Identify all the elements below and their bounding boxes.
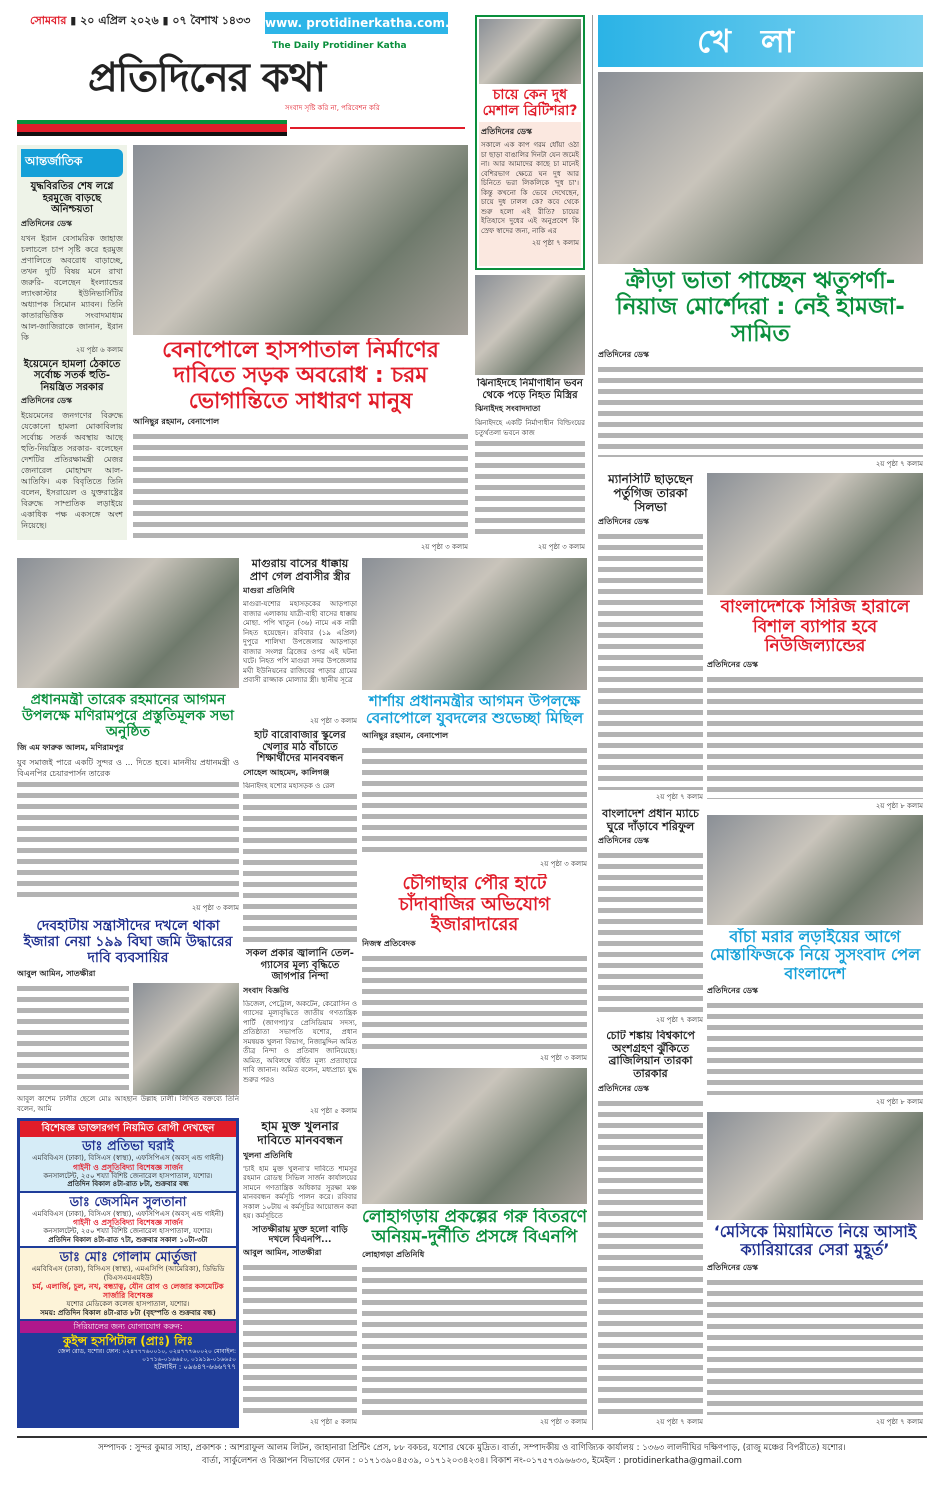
article-body: ডিজেল, পেট্রোল, অকটেন, কেরোসিন ও গ্যাসের মূল্যবৃদ্ধিতে জাতীয় গণতান্ত্রিক পার্টি (জাগপা)'র প্রেসিডিয়াম সদস্য, প্রতিষ্ঠাতা সভাপতি যশোর, প্রধান সমন্বয়ক খুলনা বিভাগ, নিজামুদ্দিন অমিত তীব্র নিন্দা ও প্রতিবাদ জানিয়েছে। অমিত, অবিলম্বে বর্ধিত মূল্য প্রত্যাহারে দাবি জানান। অমিত বলেন, মধ্যপ্রাচ্য যুদ্ধ শুরুর পরও [243, 999, 357, 1084]
sports-main-headline[interactable]: ক্রীড়া ভাতা পাচ্ছেন ঋতুপর্ণা-নিয়াজ মোর্শেদরা : নেই হামজা-সামিত [616, 268, 905, 347]
article-body: আবুল কাশেম ঢালীর ছেলে মোঃ আহছান উল্লাহ ঢালী। লিখিত বক্তব্যে তিনি বলেন, আমি [17, 1095, 239, 1113]
ad-title: বিশেষজ্ঞ ডাক্তারগণ নিয়মিত রোগী দেখছেন [20, 1121, 236, 1137]
doctor-name: ডাঃ মোঃ গোলাম মোর্তুজা [59, 1250, 197, 1265]
byline: আবুল আমিন, সাতক্ষীরা [243, 1248, 322, 1258]
byline: প্রতিদিনের ডেস্ক [21, 218, 72, 228]
degrees: এমবিবিএস (ঢাকা), বিসিএস (স্বাস্থ্য), এফসিপিএস (অবস্ এন্ড গাইনী) [32, 1209, 224, 1218]
headline[interactable]: বাংলাদেশ প্রধান ম্যাচে ঘুরে দাঁড়াবে শরিফুল [602, 808, 699, 833]
byline: আনিছুর রহমান, বেনাপোল [133, 416, 220, 426]
headline[interactable]: দেবহাটায় সন্ত্রাসীদের দখলে থাকা ইজারা নেয়া ১৯৯ বিঘা জমি উদ্ধারের দাবি ব্যবসায়ির [23, 918, 233, 967]
headline[interactable]: শার্শায় প্রধানমন্ত্রীর আগমন উপলক্ষে বেনাপোলে যুবদলের শুভেচ্ছা মিছিল [365, 693, 584, 728]
continued-link[interactable]: ২য় পৃষ্ঠা ৭ কলাম [875, 1418, 923, 1426]
byline: সংবাদ বিজ্ঞপ্তি [243, 985, 289, 995]
center-story [362, 1208, 587, 1428]
article-body [362, 1264, 587, 1415]
degrees: এমবিবিএস (ঢাকা), বিসিএস (স্বাস্থ্য), এফসিপিএস (অবস্ এন্ড গাইনী) [32, 1154, 224, 1162]
byline: খুলনা প্রতিনিধি [243, 1150, 293, 1160]
sports-story [707, 598, 923, 812]
byline: জি এম ফারুক আলম, মণিরামপুর [17, 743, 124, 753]
continued-link[interactable]: ২য় পৃষ্ঠা ৩ কলাম [537, 543, 585, 551]
article-body [707, 1000, 923, 1095]
messi-photo [707, 1112, 923, 1220]
degrees: এমবিবিএস (ঢাকা), বিসিএস (স্বাস্থ্য), এমএসিপি (আমেরিকা), ডিভিডি (বিএসএমএমইউ) [31, 1265, 225, 1282]
byline: লোহাগড়া প্রতিনিধি [362, 1250, 425, 1260]
headline[interactable]: ম্যানসিটি ছাড়ছেন পর্তুগিজ তারকা সিলভা [608, 473, 693, 514]
mustafiz-photo [707, 815, 923, 925]
place: যশোর মেডিকেল কলেজ হাসপাতাল, যশোর। [66, 1300, 190, 1308]
serial-label: সিরিয়ালের জন্য যোগাযোগ করুন: [20, 1321, 236, 1333]
doctor-name: ডাঃ জেসমিন সুলতানা [69, 1194, 187, 1210]
doctor-name: ডাঃ প্রতিভা ঘরাই [82, 1139, 174, 1154]
byline: প্রতিদিনের ডেস্ক [707, 986, 758, 996]
article-body [133, 431, 468, 540]
byline: প্রতিদিনের ডেস্ক [598, 836, 649, 846]
continued-link[interactable]: ২য় পৃষ্ঠা ৭ কলাম [655, 793, 703, 801]
article-body [17, 983, 129, 1095]
english-name: The Daily Protidiner Katha [272, 41, 407, 51]
doctor-card [20, 1248, 236, 1319]
masthead-logo: প্রতিদিনের কথা [88, 55, 326, 101]
rally-photo [362, 558, 587, 690]
imprint-line: সম্পাদক : সুন্দর কুমার সাহা, প্রকাশক : আশরাফুল আলম লিটন, জাহানারা প্রিন্টিং প্রেস, ৮৮ বকচর, যশোর থেকে মুদ্রিত। বার্তা, সম্পাদকীয় ও বাণিজ্যিক কার্যালয় : ১৩৬৩ লালদীঘির দক্ষিণপাড়, (রাজু মঞ্চের বিপরীতে) যশোর। [98, 1443, 846, 1453]
cricketer-photo [707, 473, 923, 595]
continued-link[interactable]: ২য় পৃষ্ঠা ৩ কলাম [191, 904, 239, 912]
meeting-photo [17, 558, 239, 688]
hotline[interactable]: হটলাইন : ০৯৬৪৭-৬৬৬৭৭৭ [154, 1363, 236, 1371]
hospital-ad[interactable] [17, 1118, 239, 1428]
footer-rule [17, 1436, 927, 1438]
day: সোমবার [30, 14, 67, 27]
continued-link[interactable]: ২য় পৃষ্ঠা ৭ কলাম [531, 239, 579, 248]
article-body [598, 531, 703, 790]
continued-link[interactable]: ২য় পৃষ্ঠা ৩ কলাম [539, 1054, 587, 1062]
hospital-name: কুইন্স হসপিটাল (প্রাঃ) লিঃ [63, 1334, 193, 1348]
byline: প্রতিদিনের ডেস্ক [598, 350, 649, 360]
byline: প্রতিদিনের ডেস্ক [21, 396, 72, 405]
headline[interactable]: মাগুরায় বাসের ধাক্কায় প্রাণ গেল প্রবাসীর স্ত্রীর [249, 558, 351, 583]
doctor-card [20, 1193, 236, 1247]
bnp-meeting-photo [362, 1068, 587, 1204]
sports-main-story [598, 268, 923, 470]
headline[interactable]: যুদ্ধবিরতির শেষ লগ্নে হরমুজে বাড়ছে অনিশ্চয়তা [30, 181, 114, 215]
website-link[interactable]: www. protidinerkatha.com.bd [265, 12, 448, 34]
press-conference-photo [133, 983, 239, 1095]
byline: আবুল আমিন, সাতক্ষীরা [17, 969, 96, 979]
imprint [17, 1442, 927, 1468]
byline: প্রতিদিনের ডেস্ক [707, 659, 758, 669]
hours: সময়: প্রতিদিন বিকাল ৪টা-রাত ৮টা (বৃহস্পতি ও শুক্রবার বন্ধ) [40, 1308, 216, 1317]
center-story [362, 874, 587, 1064]
article-body [362, 953, 587, 1051]
headline[interactable]: লোহাগড়ায় প্রকল্পের গরু বিতরণে অনিয়ম-দুর্নীতি প্রসঙ্গে বিএনপি [362, 1208, 587, 1247]
sports-story [707, 1223, 923, 1428]
headline[interactable]: ‘মেসিকে মিয়ামিতে নিয়ে আসাই ক্যারিয়ারের সেরা মুহূর্ত’ [713, 1223, 917, 1260]
article-body: যখন ইরান বেসামরিক জাহাজ চলাচলে চাপ সৃষ্টি করে হরমুজ প্রণালিতে অবরোধ বাড়াচ্ছে, তখন দুটি বিষয় মনে রাখা জরুরি- বলেছেন ইংল্যান্ডের ল্যাংকাস্টার ইউনিভার্সিটির অধ্যাপক সিমোন ম্যাবন। তিনি কাতারভিত্তিক সংবাদমাধ্যম আল-জাজিরাকে জানান, ইরান কি [21, 233, 123, 342]
date: ২০ এপ্রিল ২০২৬ [80, 14, 159, 27]
sports-banner: খেলা [598, 15, 923, 67]
byline: সোহেল আহমেদ, কালিগঞ্জ [243, 767, 330, 777]
center-story [362, 693, 587, 870]
continued-link[interactable]: ২য় পৃষ্ঠা ৬ কলাম [75, 345, 123, 354]
headline[interactable]: সকল প্রকার জ্বালানি তেল-গ্যাসের মূল্য বৃদ্ধিতে জাগপার নিন্দা [246, 948, 354, 982]
tea-box [475, 15, 585, 270]
article-body [243, 1262, 357, 1415]
lead-headline[interactable]: বেনাপোলে হাসপাতাল নির্মাণের দাবিতে সড়ক অবরোধ : চরম ভোগান্তিতে সাধারণ মানুষ [162, 338, 439, 414]
tea-photo [479, 19, 581, 84]
headline[interactable]: চোট শঙ্কায় বিশ্বকাপে অংশগ্রহণ ঝুঁকিতে ব্রাজিলিয়ান তারকা তারকার [606, 1030, 695, 1080]
headline[interactable]: হাম মুক্ত খুলনার দাবিতে মানববন্ধন [257, 1119, 343, 1147]
headline[interactable]: হাট বারোবাজার স্কুলের খেলার মাঠ বাঁচাতে শিক্ষার্থীদের মানববন্ধন [254, 730, 346, 765]
continued-link[interactable]: ২য় পৃষ্ঠা ৫ কলাম [309, 1107, 357, 1115]
specialty: গাইনী ও প্রসূতিবিদ্যা বিশেষজ্ঞ সার্জন [73, 1218, 183, 1227]
masthead-stripe [17, 132, 287, 136]
international-box [17, 145, 127, 540]
byline: প্রতিদিনের ডেস্ক [481, 127, 532, 137]
article-body: সকালে এক কাপ গরম ধোঁয়া ওঠা চা ছাড়া বাঙালির দিনটা যেন জমেই না। আর আমাদের কাছে চা মানেই বেশিরভাগ ক্ষেত্রে ঘন দুধ আর চিনিতে ভরা লিকলিকে 'দুধ চা'। কিন্তু কখনো কি ভেবে দেখেছেন, চায়ে দুধ ঢালল কে? কবে থেকে শুরু হলো এই রীতি? চায়ের ইতিহাসে দুধের এই অনুপ্রবেশ কি স্রেফ স্বাদের জন্য, নাকি এর [481, 141, 579, 235]
byline: প্রতিদিনের ডেস্ক [598, 517, 649, 527]
hospital-contact: জেল রোড, যশোর। ফোন: ০২৪৭৭৭৬০০১০, ০২৪৭৭৭৬০০২০ মোবাইল: ০১৭১৬-০১৬৬৫০, ০১৯১৯-০১৬৬৫০ [57, 1348, 236, 1363]
article-body [475, 438, 585, 540]
article-body: ঝিনাইদহ যশোর মহাসড়ক ও রেল [243, 781, 335, 790]
date-line: সোমবার ▮ ২০ এপ্রিল ২০২৬ ▮ ০৭ বৈশাখ ১৪৩৩ [30, 14, 251, 27]
middle-column [243, 558, 357, 1428]
headline[interactable]: চৌগাছার পৌর হাটে চাঁদাবাজির অভিযোগ ইজারাদারের [398, 874, 551, 936]
article-body [362, 745, 587, 858]
headline[interactable]: ঝিনাইদহে নির্মাণাধীন ভবন থেকে পড়ে নিহত মিস্ত্রির [477, 378, 583, 401]
headline[interactable]: প্রধানমন্ত্রী তারেক রহমানের আগমন উপলক্ষে মণিরামপুরে প্রস্তুতিমূলক সভা অনুষ্ঠিত [22, 692, 234, 741]
sports-award-photo [598, 72, 923, 264]
doctor-card [20, 1137, 236, 1191]
sports-story [598, 808, 703, 1026]
byline: প্রতিদিনের ডেস্ক [598, 1083, 649, 1093]
article-body: যুব সমাজই পারে একটি সুন্দর ও ... দিতে হবে। মাননীয় প্রধানমন্ত্রী ও বিএনপির চেয়ারপার্সন তারেক [17, 758, 239, 779]
continued-link[interactable]: ২য় পৃষ্ঠা ৭ কলাম [655, 1016, 703, 1024]
continued-link[interactable]: ২য় পৃষ্ঠা ৮ কলাম [875, 1098, 923, 1106]
continued-link[interactable]: ২য় পৃষ্ঠা ৩ কলাম [539, 1418, 587, 1426]
article-body: মাগুরা-যশোর মহাসড়কের আড়পাড়া বাজার এলাকায় যাত্রী-বাহী বাসের ধাক্কায় মোছা. পপি খাতুন (৩৬) নামে এক নারী নিহত হয়েছেন। রবিবার (১৯ এপ্রিল) দুপুরে শালিখা উপজেলার আড়পাড়া বাজার সংলগ্ন ব্রিজের ওপর এই ঘটনা ঘটে। নিহত পপি মাগুরা সদর উপজেলার মঘী ইউনিয়নের রাজিবের পাড়ার গ্রামের প্রবাসী রাজ্জাক মোল্যার স্ত্রী। স্থানীয় সূত্রে [243, 600, 357, 685]
bangla-date: ০৭ বৈশাখ ১৪৩৩ [172, 14, 251, 27]
headline[interactable]: বাঁচা মরার লড়াইয়ের আগে মোস্তাফিজকে নিয়ে সুসংবাদ পেল বাংলাদেশ [709, 928, 921, 983]
sports-story [707, 928, 923, 1108]
continued-link[interactable]: ২য় পৃষ্ঠা ৩ কলাম [420, 543, 468, 551]
lead-story [133, 338, 468, 553]
left-story [17, 918, 239, 1114]
headline[interactable]: চায়ে কেন দুধ মেশাল ব্রিটিশরা? [482, 87, 578, 120]
article-body [243, 791, 357, 944]
headline[interactable]: বাংলাদেশকে সিরিজ হারালে বিশাল ব্যাপার হবে নিউজিল্যান্ডের [720, 598, 910, 657]
article-body: 'চাই হাম মুক্ত খুলনা'র দাবিতে শামসুর রহমান রোডস্থ সিভিল সার্জন কার্যালয়ের সামনে গণতান্ত্রিক অধিকার সুরক্ষা মঞ্চ মানববন্ধন কর্মসূচি পালন করে। রবিবার সকাল ১০টায় এ কর্মসূচির আয়োজন করা হয়। কর্মসূচিতে [243, 1164, 357, 1221]
slogan: সংবাদ সৃষ্টি করি না, পরিবেশন করি [285, 104, 380, 112]
continued-link[interactable]: ২য় পৃষ্ঠা ৫ কলাম [309, 1418, 357, 1426]
byline: আনিছুর রহমান, বেনাপোল [362, 730, 449, 740]
specialty: চর্ম, এলার্জি, চুল, নখ, বন্ধ্যাত্ব, যৌন রোগ ও লেজার কসমেটিক সার্জারি বিশেষজ্ঞ [32, 1282, 224, 1300]
building-photo [475, 275, 585, 375]
byline: প্রতিদিনের ডেস্ক [707, 1262, 758, 1272]
article-body [598, 364, 923, 457]
place: কনসালটেন্ট, ২৫০ শয্যা বিশিষ্ট জেনারেল হাসপাতাল, যশোর। [43, 1227, 213, 1235]
imprint-contact: বার্তা, সার্কুলেশন ও বিজ্ঞাপন বিভাগের ফোন : ০১৭১৩৯০৪৫৩৯, ০১৭১২০৩৪২৩৪। বিকাশ নং-০১৭৫৭৩৯৬৬৩৩, ইমেইল : protidinerkatha@gmail.com [202, 1456, 742, 1466]
continued-link[interactable]: ২য় পৃষ্ঠা ৩ কলাম [539, 860, 587, 868]
headline[interactable]: সাতক্ষীরায় মুক্ত হলো বাড়ি দখলে বিএনপি... [252, 1224, 348, 1245]
international-label: আন্তর্জাতিক [21, 149, 123, 177]
continued-link[interactable]: ২য় পৃষ্ঠা ৭ কলাম [655, 1418, 703, 1426]
masthead-stripe [17, 124, 287, 132]
place: কনসালটেন্ট, ২৫০ শয্যা বিশিষ্ট জেনারেল হাসপাতাল, যশোর। [43, 1171, 213, 1180]
sports-story [598, 473, 703, 803]
byline: নিজস্ব প্রতিবেদক [362, 939, 416, 949]
headline[interactable]: ইয়েমেনে হামলা ঠেকাতে সর্বোচ্চ সতর্ক হুতি-নিয়ন্ত্রিত সরকার [23, 358, 121, 393]
sports-story [598, 1030, 703, 1428]
article-body [17, 779, 239, 901]
article-body [707, 1277, 923, 1415]
specialty: গাইনী ও প্রসূতিবিদ্যা বিশেষজ্ঞ সার্জন [73, 1162, 183, 1172]
article-body [707, 674, 923, 799]
article-body [598, 1098, 703, 1415]
jhenaidah-story [475, 378, 585, 553]
continued-link[interactable]: ২য় পৃষ্ঠা ৭ কলাম [875, 460, 923, 468]
byline: মাগুরা প্রতিনিধি [243, 586, 295, 596]
hours: প্রতিদিন বিকাল ৪টা-রাত ৮টা, শুক্রবার বন্ধ [67, 1180, 189, 1188]
article-body: ঝিনাইদহে একটি নির্মাণাধীন বিল্ডিংয়ের চতুর্থতলা ভবনে কাজ [475, 419, 585, 437]
masthead-line [290, 127, 465, 129]
continued-link[interactable]: ২য় পৃষ্ঠা ৮ কলাম [875, 802, 923, 810]
hours: প্রতিদিন বিকাল ৪টা-রাত ৭টা, শুক্রবার সকাল ১০টা-৩টা [48, 1235, 208, 1244]
left-story [17, 692, 239, 914]
article-body [598, 850, 703, 1013]
article-body: ইয়েমেনের জনগণের বিরুদ্ধে যেকোনো হামলা মোকাবিলায় সর্বোচ্চ সতর্ক অবস্থায় আছে হুতি-নিয়ন্ত্রিত সরকার- বলেছেন দেশটির প্রতিরক্ষামন্ত্রী মেজর জেনারেল মোহাম্মদ আল-আতিফি। এক বিবৃতিতে তিনি বলেন, ইসরায়েল ও যুক্তরাষ্ট্রের বিরুদ্ধে সাম্প্রতিক লড়াইয়ে একাধিক পক্ষ একসঙ্গে অংশ নিয়েছে। [21, 411, 123, 530]
continued-link[interactable]: ২য় পৃষ্ঠা ৩ কলাম [309, 717, 357, 726]
lead-photo [133, 145, 468, 335]
byline: ঝিনাইদহ সংবাদদাতা [475, 404, 541, 413]
